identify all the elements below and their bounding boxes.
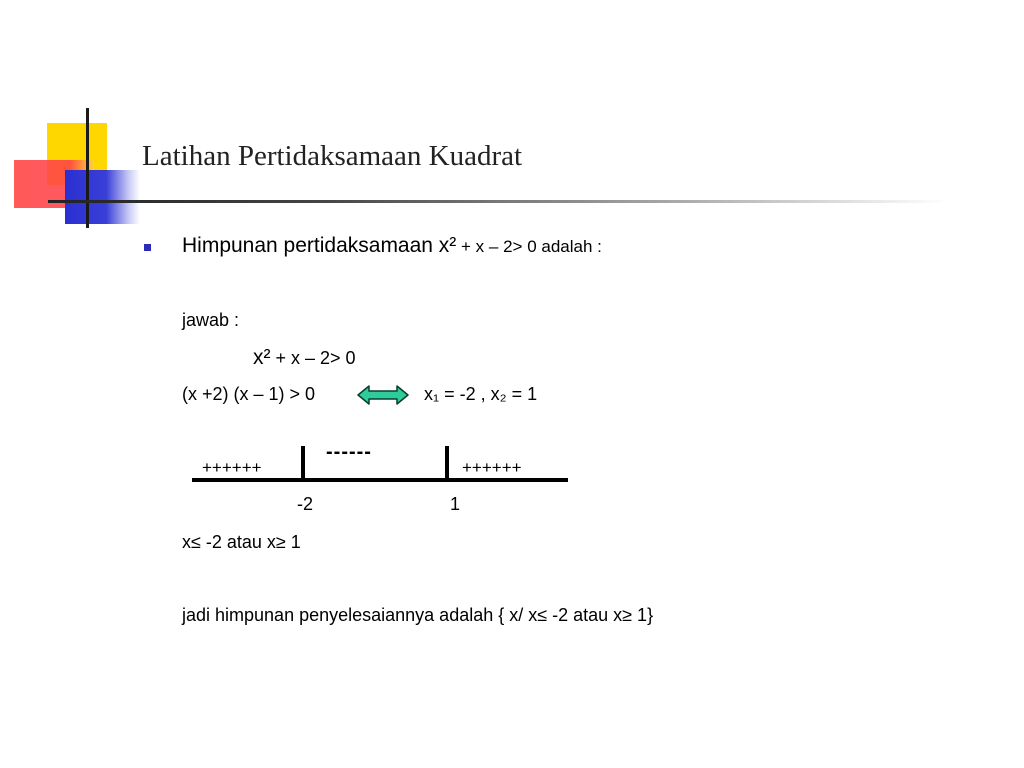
equation-tail: + x – 2> 0	[270, 348, 356, 368]
roots-text: x₁ = -2 , x₂ = 1	[424, 384, 538, 404]
tick-minus-two	[301, 446, 305, 480]
sign-right-positive: ++++++	[462, 458, 522, 477]
equation-lead: x²	[253, 346, 271, 369]
tick-label-one: 1	[450, 494, 461, 514]
tick-one	[445, 446, 449, 480]
double-arrow-icon	[357, 384, 409, 406]
number-line	[192, 478, 568, 482]
decor-vertical-line	[86, 108, 89, 228]
question-main: Himpunan pertidaksamaan x²	[182, 234, 457, 257]
question-text	[182, 234, 602, 258]
decor-blue-block	[65, 170, 140, 224]
title-underline	[48, 200, 948, 203]
conclusion-text: jadi himpunan penyelesaiannya adalah { x/ x≤ -2 atau x≥ 1}	[182, 605, 654, 625]
square-bullet-icon	[144, 244, 151, 251]
equation-line	[253, 346, 356, 370]
question-tail: + x – 2> 0 adalah :	[456, 237, 602, 256]
factored-equation: (x +2) (x – 1) > 0	[182, 384, 316, 404]
result-text: x≤ -2 atau x≥ 1	[182, 532, 301, 552]
slide-title: Latihan Pertidaksamaan Kuadrat	[142, 140, 523, 172]
tick-label-minus-two: -2	[297, 494, 314, 514]
sign-middle-negative: ------	[326, 441, 372, 463]
sign-left-positive: ++++++	[202, 458, 262, 477]
answer-label: jawab :	[182, 310, 240, 330]
